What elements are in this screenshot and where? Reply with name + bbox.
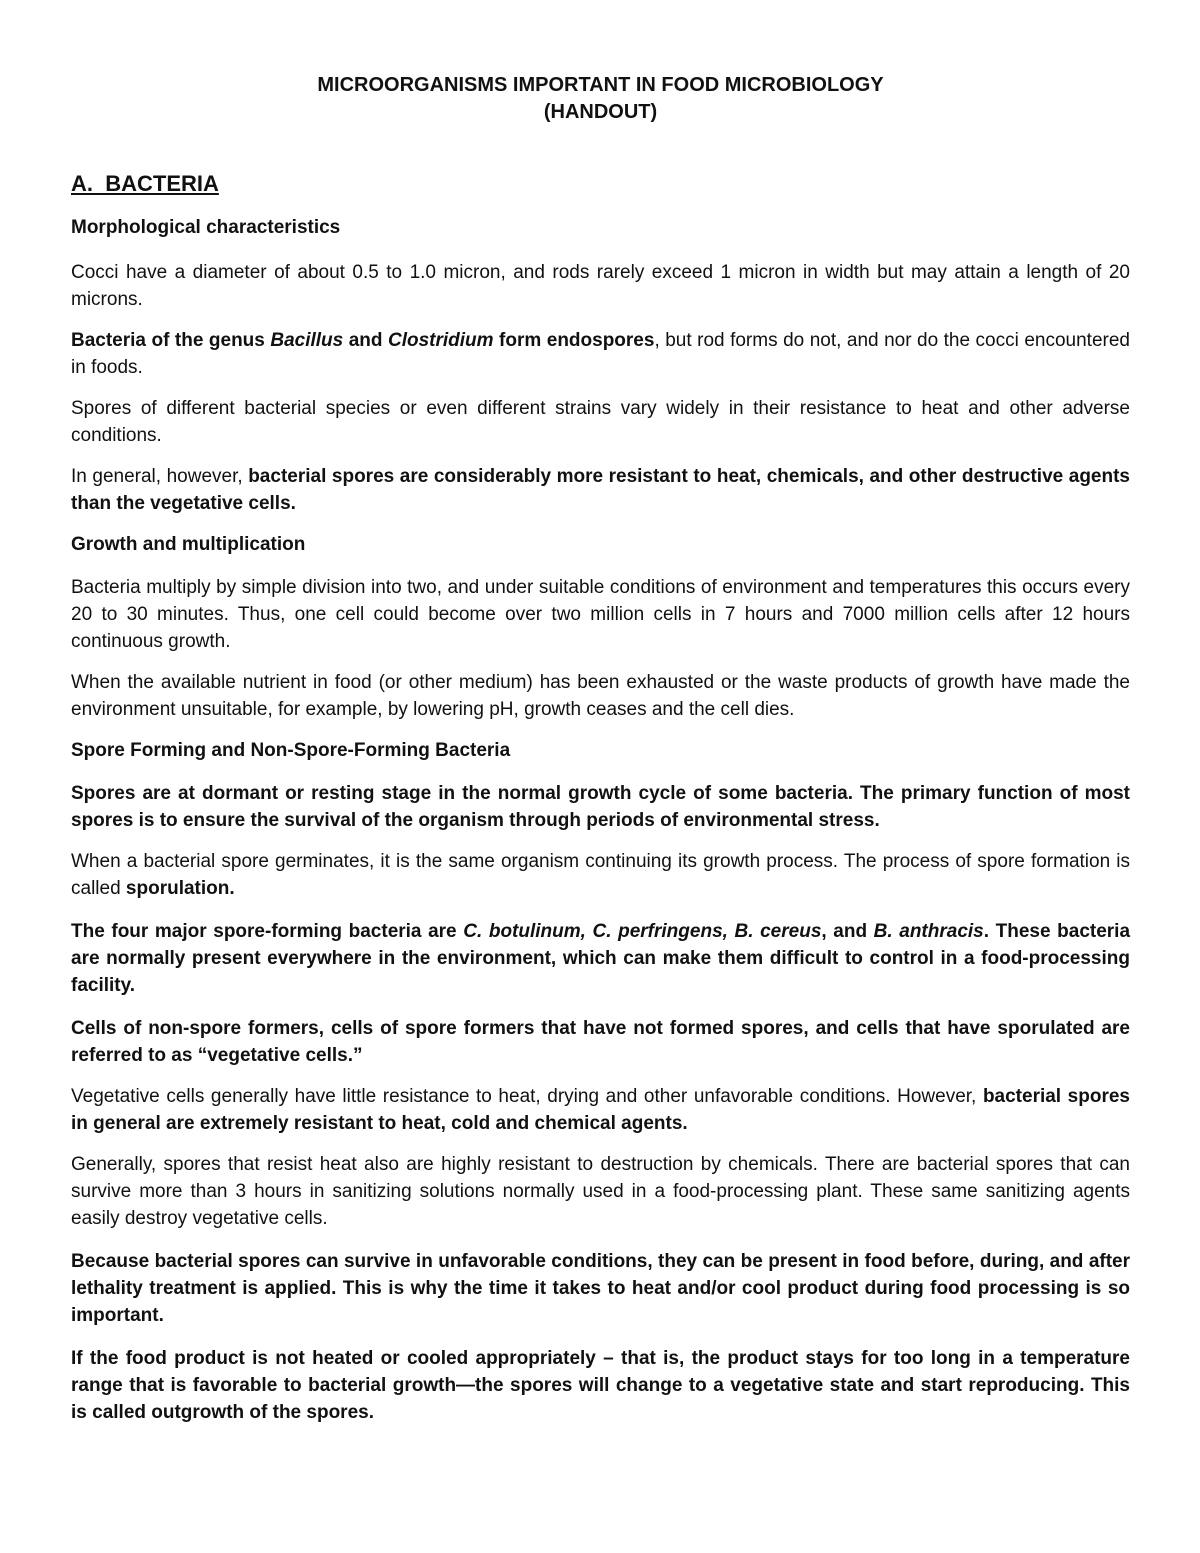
paragraph-morphology-2: [71, 327, 1130, 381]
text-normal: When a bacterial spore germinates, it is the same organism continuing its growth process. The process of spore formation is called: [71, 851, 1130, 899]
text-normal: , but rod forms do not, and nor do the cocci encountered in foods.: [71, 330, 1130, 378]
text-bold: . These bacteria are normally present everywhere in the environment, which can make them difficult to control in a food-processing facility.: [71, 921, 1131, 996]
document-page: [71, 72, 1130, 1426]
title-line-2: (HANDOUT): [543, 101, 658, 123]
text-bold: bacterial spores are considerably more resistant to heat, chemicals, and other destructive agents than the vegetative cells.: [71, 466, 1130, 514]
paragraph-growth-2: When the available nutrient in food (or other medium) has been exhausted or the waste products of growth have made the environment unsuitable, for example, by lowering pH, growth ceases and the cell dies.: [71, 672, 1130, 720]
text-normal: In general, however,: [71, 466, 249, 487]
paragraph-morphology-1: Cocci have a diameter of about 0.5 to 1.0 micron, and rods rarely exceed 1 micron in width but may attain a length of 20 microns.: [71, 262, 1130, 310]
paragraph-spores-7: Because bacterial spores can survive in unfavorable conditions, they can be present in food before, during, and after lethality treatment is applied. This is why the time it takes to heat and/or cool product during food processing is so important.: [71, 1251, 1130, 1326]
text-species-list: C. botulinum, C. perfringens, B. cereus: [463, 921, 822, 942]
subheading-morphology: Morphological characteristics: [71, 217, 341, 238]
paragraph-spores-8: If the food product is not heated or cooled appropriately – that is, the product stays for too long in a temperature range that is favorable to bacterial growth—the spores will change to a vegetative state and start reproducing. This is called outgrowth of the spores.: [71, 1348, 1130, 1423]
text-bold: sporulation.: [125, 878, 235, 899]
text-bold: and: [343, 330, 388, 351]
paragraph-spores-5: [71, 1083, 1130, 1137]
title-line-1: MICROORGANISMS IMPORTANT IN FOOD MICROBIOLOGY: [317, 74, 884, 96]
paragraph-spores-3: [71, 918, 1130, 999]
text-bold: bacterial spores in general are extremely resistant to heat, cold and chemical agents.: [71, 1086, 1130, 1134]
text-genus-clostridium: Clostridium: [387, 330, 494, 351]
subheading-growth: Growth and multiplication: [71, 534, 306, 555]
text-bold: form endospores: [493, 330, 655, 351]
text-species-anthracis: B. anthracis: [873, 921, 984, 942]
text-genus-bacillus: Bacillus: [270, 330, 344, 351]
paragraph-morphology-4: [71, 463, 1130, 517]
subheading-spore-forming: Spore Forming and Non-Spore-Forming Bacteria: [71, 740, 511, 761]
text-bold: The four major spore-forming bacteria are: [71, 921, 464, 942]
paragraph-spores-4: Cells of non-spore formers, cells of spore formers that have not formed spores, and cells that have sporulated are referred to as “vegetative cells.”: [71, 1018, 1130, 1066]
text-normal: Vegetative cells generally have little resistance to heat, drying and other unfavorable conditions. However,: [71, 1086, 983, 1107]
section-heading-bacteria: A. BACTERIA: [71, 171, 219, 196]
document-title: [71, 72, 1130, 126]
paragraph-spores-1: Spores are at dormant or resting stage in the normal growth cycle of some bacteria. The primary function of most spores is to ensure the survival of the organism through periods of environmental stress.: [71, 783, 1130, 831]
paragraph-spores-6: Generally, spores that resist heat also are highly resistant to destruction by chemicals. There are bacterial spores that can survive more than 3 hours in sanitizing solutions normally used in a food-processing plant. These same sanitizing agents easily destroy vegetative cells.: [71, 1154, 1130, 1229]
paragraph-spores-2: [71, 848, 1130, 902]
text-bold: , and: [821, 921, 874, 942]
paragraph-growth-1: Bacteria multiply by simple division into two, and under suitable conditions of environment and temperatures this occurs every 20 to 30 minutes. Thus, one cell could become over two million cells in 7 hours and 7000 million cells after 12 hours continuous growth.: [71, 577, 1130, 652]
text-bold: Bacteria of the genus: [71, 330, 271, 351]
paragraph-morphology-3: Spores of different bacterial species or even different strains vary widely in their resistance to heat and other adverse conditions.: [71, 398, 1130, 446]
